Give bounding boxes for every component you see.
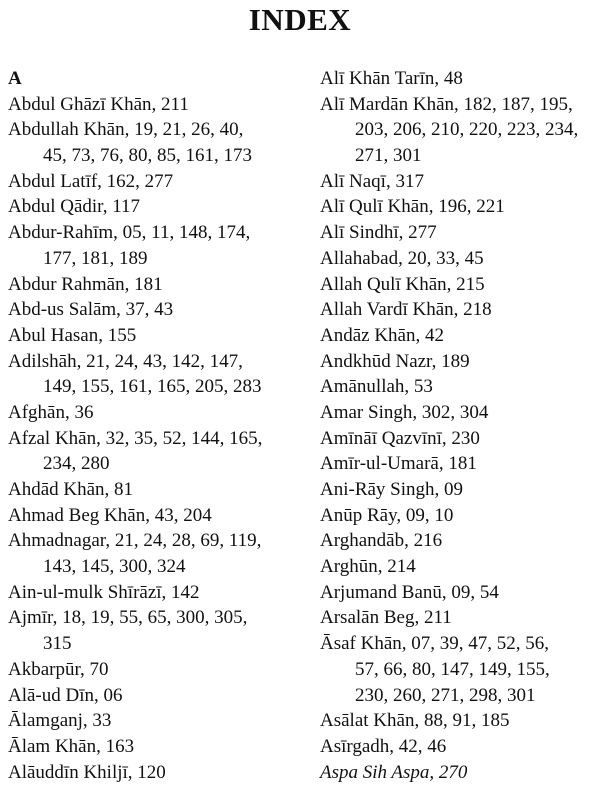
index-entry: Allahabad, 20, 33, 45: [320, 247, 484, 269]
index-entry: Abdul Qādir, 117: [8, 196, 141, 218]
index-entry: Āsaf Khān, 07, 39, 47, 52, 56,: [320, 633, 550, 655]
index-entry: Afghān, 36: [8, 401, 94, 423]
index-entry: Ālamganj, 33: [8, 710, 112, 732]
index-entry-continuation: 57, 66, 80, 147, 149, 155,: [355, 658, 550, 680]
index-entry: Alī Mardān Khān, 182, 187, 195,: [320, 93, 573, 115]
index-entry: Adilshāh, 21, 24, 43, 142, 147,: [8, 350, 243, 372]
index-entry: Andāz Khān, 42: [320, 324, 444, 346]
index-entry: Amīr-ul-Umarā, 181: [320, 453, 477, 475]
index-entry: Asālat Khān, 88, 91, 185: [320, 710, 510, 732]
index-column-left: [8, 66, 298, 785]
index-entry: Akbarpūr, 70: [8, 658, 109, 680]
index-entry: Alī Khān Tarīn, 48: [320, 68, 463, 89]
index-entry-continuation: 45, 73, 76, 80, 85, 161, 173: [43, 145, 252, 167]
index-entry: Andkhūd Nazr, 189: [320, 350, 470, 372]
index-entry: Alā-ud Dīn, 06: [8, 684, 123, 706]
index-entry-continuation: 149, 155, 161, 165, 205, 283: [43, 376, 262, 398]
section-letter: A: [8, 68, 22, 89]
index-entry: Ahmadnagar, 21, 24, 28, 69, 119,: [8, 530, 262, 552]
index-entry: Abdullah Khān, 19, 21, 26, 40,: [8, 119, 244, 141]
index-entry: Abdur-Rahīm, 05, 11, 148, 174,: [8, 222, 251, 244]
index-entry: Anūp Rāy, 09, 10: [320, 504, 454, 526]
index-entry: Abdul Ghāzī Khān, 211: [8, 93, 189, 115]
index-entry: Ālam Khān, 163: [8, 735, 135, 757]
index-entry: Amar Singh, 302, 304: [320, 401, 489, 423]
index-entry-continuation: 271, 301: [355, 145, 422, 167]
index-entry: Arghandāb, 216: [320, 530, 443, 552]
index-entry: Abdur Rahmān, 181: [8, 273, 163, 295]
index-entry-continuation: 143, 145, 300, 324: [43, 556, 186, 578]
index-entry: Arghūn, 214: [320, 556, 416, 578]
index-entry: Ahdād Khān, 81: [8, 479, 134, 500]
index-entry-continuation: 315: [43, 633, 72, 655]
index-entry: Ajmīr, 18, 19, 55, 65, 300, 305,: [8, 607, 248, 629]
index-entry: Alī Qulī Khān, 196, 221: [320, 196, 505, 218]
index-entry: Abul Hasan, 155: [8, 324, 137, 346]
index-column-right: [320, 66, 592, 785]
index-entry-continuation: 177, 181, 189: [43, 247, 148, 269]
page-title: INDEX: [248, 2, 352, 37]
index-entry: Allah Qulī Khān, 215: [320, 273, 485, 295]
index-entry: Arjumand Banū, 09, 54: [320, 581, 499, 603]
index-entry: Arsalān Beg, 211: [320, 607, 452, 629]
index-entry: Amānullah, 53: [320, 376, 433, 398]
index-entry: Ani-Rāy Singh, 09: [320, 479, 464, 500]
index-entry: Alī Sindhī, 277: [320, 222, 437, 244]
index-entry-continuation: 230, 260, 271, 298, 301: [355, 684, 536, 706]
index-entry: Abd-us Salām, 37, 43: [8, 299, 174, 321]
index-entry: Allah Vardī Khān, 218: [320, 299, 492, 321]
index-entry: Ain-ul-mulk Shīrāzī, 142: [8, 581, 200, 603]
index-entry: Alāuddīn Khiljī, 120: [8, 761, 166, 783]
index-entry: Aspa Sih Aspa, 270: [320, 761, 468, 783]
index-entry: Amīnāī Qazvīnī, 230: [320, 427, 480, 449]
index-entry-continuation: 234, 280: [43, 453, 110, 475]
index-entry: Abdul Latīf, 162, 277: [8, 170, 174, 192]
index-entry: Asīrgadh, 42, 46: [320, 735, 447, 757]
index-entry-continuation: 203, 206, 210, 220, 223, 234,: [355, 119, 579, 141]
index-entry: Afzal Khān, 32, 35, 52, 144, 165,: [8, 427, 263, 449]
index-entry: Ahmad Beg Khān, 43, 204: [8, 504, 212, 526]
index-entry: Alī Naqī, 317: [320, 170, 424, 192]
